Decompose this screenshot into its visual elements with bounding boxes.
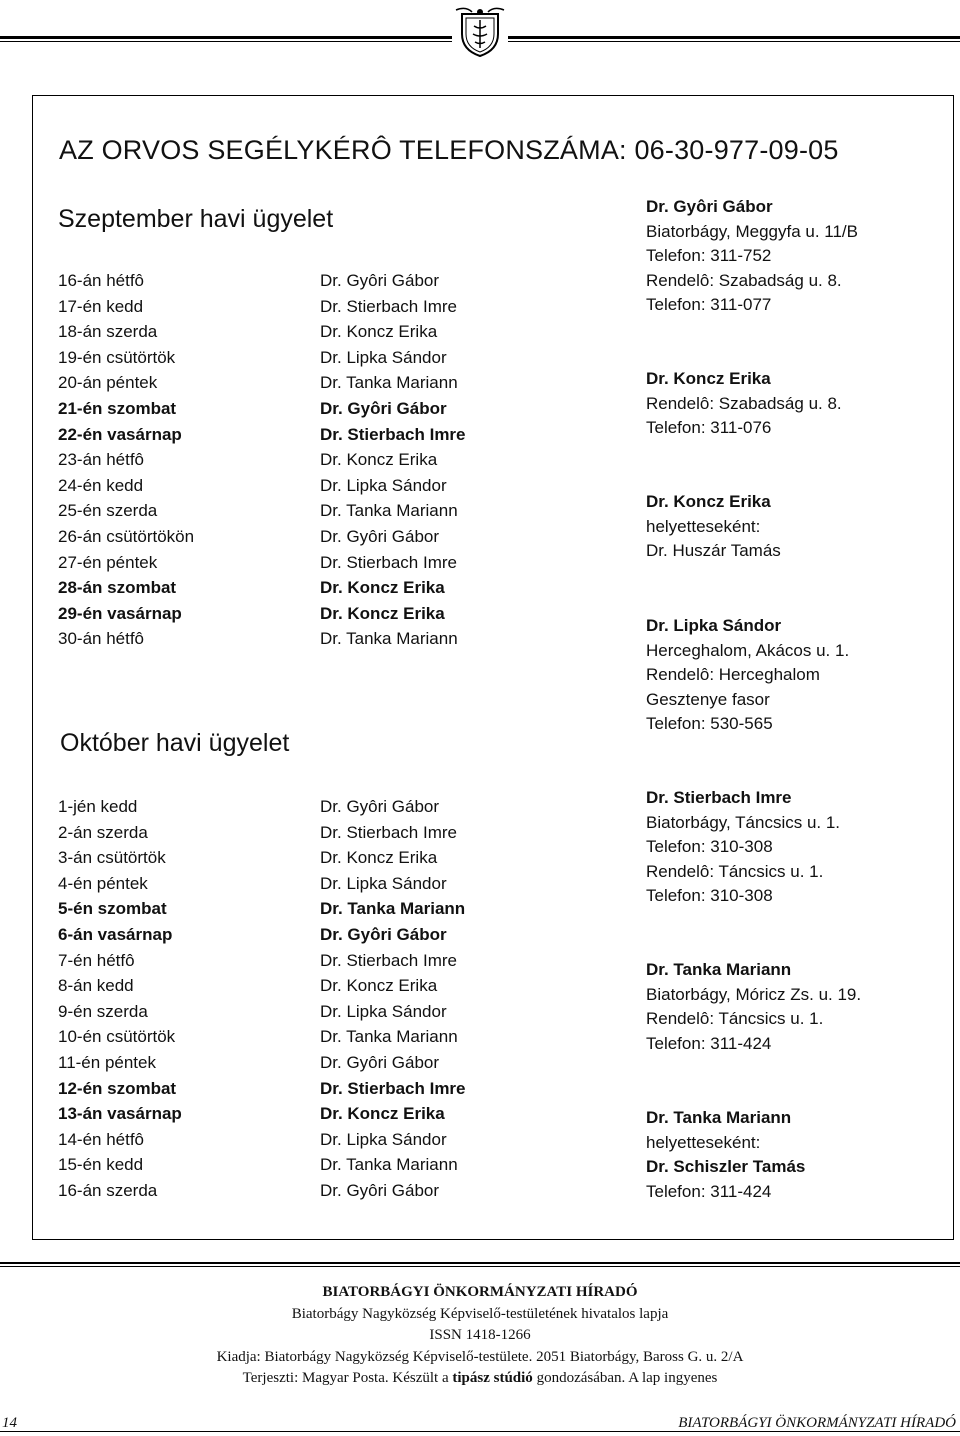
- schedule-doctor: Dr. Stierbach Imre: [320, 424, 466, 444]
- schedule-day: 15-én kedd: [58, 1155, 144, 1175]
- schedule-doctor: Dr. Gyôri Gábor: [320, 925, 447, 944]
- schedule-doctor: Dr. Lipka Sándor: [320, 475, 447, 495]
- page-title: AZ ORVOS SEGÉLYKÉRÔ TELEFONSZÁMA: 06-30-977-09-05: [59, 135, 839, 165]
- footer-rule-thick: [0, 1262, 960, 1264]
- contact-detail: Telefon: 311-077: [646, 295, 772, 314]
- contact-detail: Herceghalom, Akácos u. 1.: [646, 640, 850, 660]
- imprint-publication: BIATORBÁGYI ÖNKORMÁNYZATI HÍRADÓ: [322, 1284, 638, 1300]
- crest-logo: [452, 4, 508, 60]
- contact-detail: Gesztenye fasor: [646, 689, 770, 709]
- schedule-day: 21-én szombat: [58, 399, 177, 418]
- contact-detail: Rendelô: Táncsics u. 1.: [646, 1009, 824, 1028]
- schedule-day: 24-én kedd: [58, 475, 144, 495]
- schedule-doctor: Dr. Stierbach Imre: [320, 552, 457, 572]
- contact-detail: Telefon: 310-308: [646, 886, 773, 905]
- contact-detail: Rendelô: Táncsics u. 1.: [646, 861, 824, 881]
- contact-detail: Telefon: 310-308: [646, 837, 773, 856]
- footer-rule-thin: [0, 1266, 960, 1267]
- schedule-doctor: Dr. Tanka Mariann: [320, 1027, 458, 1047]
- schedule-day: 10-én csütörtök: [58, 1027, 176, 1047]
- schedule-doctor: Dr. Gyôri Gábor: [320, 797, 440, 816]
- schedule-doctor: Dr. Tanka Mariann: [320, 899, 466, 919]
- schedule-day: 28-án szombat: [58, 578, 177, 598]
- contact-detail: Telefon: 311-424: [646, 1181, 772, 1201]
- contact-name: Dr. Tanka Mariann: [646, 960, 792, 979]
- schedule-day: 1-jén kedd: [58, 797, 138, 816]
- imprint-studio: tipász stúdió: [452, 1370, 533, 1386]
- contact-name: Dr. Lipka Sándor: [646, 616, 782, 635]
- contact-detail: Telefon: 530-565: [646, 714, 773, 733]
- schedule-doctor: Dr. Lipka Sándor: [320, 1001, 447, 1021]
- doctor-contact-block: [646, 614, 849, 737]
- imprint-publisher: Kiadja: Biatorbágy Nagyközség Képviselő-testülete. 2051 Biatorbágy, Baross G. u. 2/A: [216, 1348, 744, 1365]
- schedule-day: 29-én vasárnap: [58, 603, 182, 623]
- schedule-day: 9-én szerda: [58, 1001, 148, 1021]
- contact-name: Dr. Koncz Erika: [646, 369, 771, 388]
- schedule-day: 18-án szerda: [58, 322, 158, 342]
- schedule-doctor: Dr. Stierbach Imre: [320, 950, 457, 970]
- contact-detail: Rendelô: Szabadság u. 8.: [646, 393, 842, 413]
- schedule-doctor: Dr. Koncz Erika: [320, 322, 438, 342]
- schedule-day: 25-én szerda: [58, 501, 158, 521]
- doctor-contact-block: [646, 490, 781, 564]
- schedule-day: 12-én szombat: [58, 1078, 177, 1098]
- schedule-doctor: Dr. Gyôri Gábor: [320, 399, 447, 418]
- schedule-day: 23-án hétfô: [58, 450, 145, 470]
- schedule-day: 8-án kedd: [58, 976, 134, 996]
- contact-detail: Dr. Huszár Tamás: [646, 541, 781, 560]
- schedule-doctor: Dr. Stierbach Imre: [320, 296, 457, 316]
- schedule-doctor: Dr. Koncz Erika: [320, 578, 445, 598]
- schedule-doctor: Dr. Koncz Erika: [320, 450, 438, 470]
- schedule-doctor: Dr. Gyôri Gábor: [320, 527, 440, 546]
- imprint: [0, 1282, 960, 1390]
- schedule-doctor: Dr. Gyôri Gábor: [320, 1053, 440, 1072]
- contact-name: Dr. Koncz Erika: [646, 492, 771, 511]
- schedule-doctor: Dr. Lipka Sándor: [320, 1129, 447, 1149]
- schedule-doctor: Dr. Stierbach Imre: [320, 1078, 466, 1098]
- doctor-contact-block: [646, 786, 840, 909]
- schedule-day: 14-én hétfô: [58, 1129, 145, 1149]
- october-heading: Október havi ügyelet: [60, 729, 290, 757]
- schedule-doctor: Dr. Gyôri Gábor: [320, 271, 440, 290]
- schedule-doctor: Dr. Koncz Erika: [320, 976, 438, 996]
- schedule-day: 19-én csütörtök: [58, 347, 176, 367]
- contact-detail: Telefon: 311-076: [646, 418, 772, 437]
- imprint-subtitle: Biatorbágy Nagyközség Képviselő-testületének hivatalos lapja: [291, 1305, 669, 1322]
- contact-detail: Biatorbágy, Móricz Zs. u. 19.: [646, 984, 862, 1004]
- schedule-doctor: Dr. Tanka Mariann: [320, 1155, 458, 1175]
- schedule-doctor: Dr. Koncz Erika: [320, 848, 438, 868]
- schedule-doctor: Dr. Stierbach Imre: [320, 822, 457, 842]
- imprint-distribution-pre: Terjeszti: Magyar Posta. Készült a: [242, 1370, 453, 1386]
- schedule-doctor: Dr. Tanka Mariann: [320, 629, 458, 649]
- contact-name: Dr. Stierbach Imre: [646, 788, 792, 807]
- schedule-day: 7-én hétfô: [58, 950, 135, 970]
- doctor-contact-block: [646, 367, 842, 441]
- imprint-issn: ISSN 1418-1266: [429, 1327, 531, 1343]
- schedule-doctor: Dr. Koncz Erika: [320, 1104, 445, 1124]
- contact-detail: Biatorbágy, Meggyfa u. 11/B: [646, 221, 858, 241]
- schedule-day: 20-án péntek: [58, 373, 158, 393]
- schedule-day: 17-én kedd: [58, 296, 144, 316]
- contact-name: Dr. Schiszler Tamás: [646, 1157, 806, 1176]
- contact-detail: Biatorbágy, Táncsics u. 1.: [646, 812, 841, 832]
- imprint-distribution-post: gondozásában. A lap ingyenes: [532, 1370, 718, 1386]
- schedule-day: 2-án szerda: [58, 822, 148, 842]
- contact-detail: helyetteseként:: [646, 516, 761, 536]
- schedule-day: 16-án szerda: [58, 1181, 158, 1200]
- contact-name: Dr. Tanka Mariann: [646, 1108, 792, 1127]
- contact-detail: Telefon: 311-424: [646, 1033, 772, 1053]
- schedule-day: 30-án hétfô: [58, 629, 145, 649]
- schedule-day: 3-án csütörtök: [58, 848, 166, 868]
- schedule-day: 6-án vasárnap: [58, 925, 173, 944]
- schedule-day: 27-én péntek: [58, 552, 158, 572]
- schedule-doctor: Dr. Lipka Sándor: [320, 347, 447, 367]
- contact-detail: Telefon: 311-752: [646, 246, 772, 265]
- imprint-distribution: [0, 1368, 960, 1390]
- schedule-doctor: Dr. Lipka Sándor: [320, 873, 447, 893]
- schedule-doctor: Dr. Gyôri Gábor: [320, 1181, 440, 1200]
- contact-detail: Rendelô: Herceghalom: [646, 665, 820, 684]
- doctor-contact-block: [646, 958, 861, 1056]
- schedule-doctor: Dr. Tanka Mariann: [320, 373, 458, 393]
- contact-name: Dr. Gyôri Gábor: [646, 197, 773, 216]
- running-head: BIATORBÁGYI ÖNKORMÁNYZATI HÍRADÓ: [678, 1415, 956, 1431]
- schedule-day: 13-án vasárnap: [58, 1104, 182, 1124]
- schedule-doctor: Dr. Koncz Erika: [320, 603, 445, 623]
- september-heading: Szeptember havi ügyelet: [58, 205, 334, 233]
- contact-detail: helyetteseként:: [646, 1132, 761, 1152]
- doctor-contact-block: [646, 195, 858, 318]
- contact-detail: Rendelô: Szabadság u. 8.: [646, 270, 842, 290]
- schedule-day: 4-én péntek: [58, 873, 148, 893]
- schedule-day: 26-án csütörtökön: [58, 527, 195, 546]
- schedule-day: 11-én péntek: [58, 1053, 156, 1072]
- doctor-contact-block: [646, 1106, 805, 1204]
- page-number: 14: [2, 1415, 17, 1431]
- schedule-day: 22-én vasárnap: [58, 424, 182, 444]
- schedule-doctor: Dr. Tanka Mariann: [320, 501, 458, 521]
- schedule-day: 16-án hétfô: [58, 271, 145, 290]
- schedule-day: 5-én szombat: [58, 899, 167, 919]
